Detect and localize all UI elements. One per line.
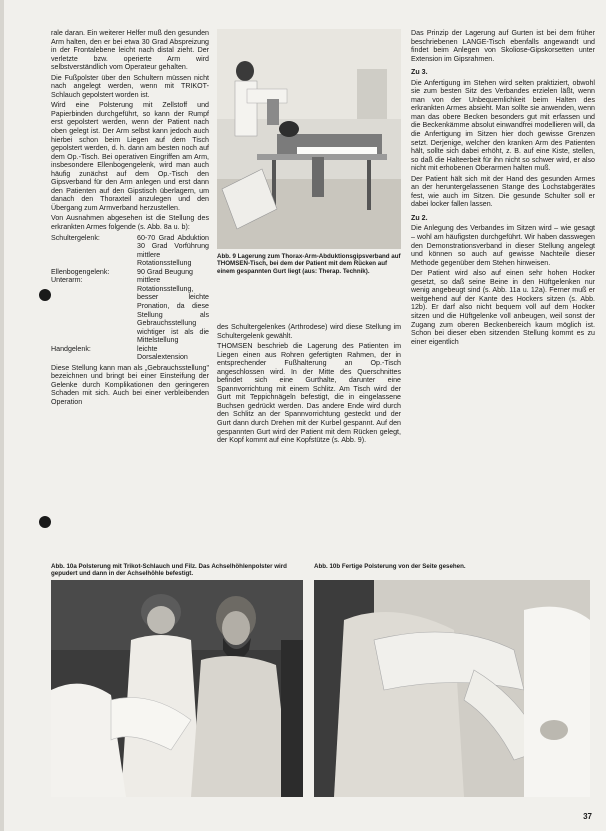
table-key: Ellenbogengelenk: [51,267,110,276]
table-value: mittlere Rotationsstellung, besser leichte Pronation, da diese Stellung als Gebrauchsstellung wichtiger ist als die Mittelstellung [137,276,209,345]
figure-10a-photo [51,580,303,797]
text-column-3 [411,29,595,348]
page-edge [0,0,4,831]
paragraph: rale daran. Ein weiterer Helfer muß den gesunden Arm halten, den er bei etwa 30 Grad Abspreizung in der Frontalebene leicht nach distal zieht. Der verletzte bzw. operierte Arm wird selbstverständlich vom Operateur gehalten. [51,29,209,72]
table-key: Schultergelenk: [51,233,100,242]
table-value: 60-70 Grad Abduktion 30 Grad Vorführung mittlere Rotationsstellung [137,233,209,268]
figure-10b-caption: Abb. 10b Fertige Polsterung von der Seite gesehen. [314,563,466,570]
punch-hole [39,289,51,301]
figure-10b-photo [314,580,590,797]
paragraph: Von Ausnahmen abgesehen ist die Stellung des erkrankten Armes folgende (s. Abb. 8a u. b): [51,214,209,232]
text-column-2 [217,323,401,447]
text-column-1 [51,29,209,409]
figure-9-photo [217,29,401,249]
figure-9-caption: Abb. 9 Lagerung zum Thorax-Arm-Abduktionsgipsverband auf THOMSEN-Tisch, bei dem der Patient mit dem Rücken auf einem gespannten Gurt liegt (aus: Therap. Technik). [217,253,401,275]
paragraph: Der Patient hält sich mit der Hand des gesunden Armes an der heruntergelassenen Stange des Lochstabgerätes fest, wie auch im Sitzen. Die gesunde Schulter soll er dabei locker fallen lassen. [411,174,595,209]
paragraph: Der Patient wird also auf einen sehr hohen Hocker gesetzt, so daß seine Beine in den Hüftgelenken nur wenig angebeugt sind (s. Abb. 11a u. 12a). Ferner muß er weitgehend auf der Kante des Hockers sitzen (s. Abb. 12b). Er darf also nicht bequem voll auf dem Hocker sitzen und die Hüftgelenke voll anbeugen, weil sonst der Zugang zum oberen Beckenbereich kaum möglich ist. Schon bei dieser eben sitzenden Stellung kommt es zu einer eigentlich [411,269,595,346]
paragraph: Diese Stellung kann man als „Gebrauchsstellung" bezeichnen und bringt bei einer Einsteifung der Gelenke durch Komplikationen den geringeren Schaden mit sich. Auch bei einer verbleibenden Operation [51,363,209,406]
paragraph: Die Fußpolster über den Schultern müssen nicht nach angelegt werden, wenn mit TRIKOT-Schlauch gepolstert worden ist. [51,73,209,99]
table-value: 90 Grad Beugung [137,267,194,276]
table-key: Unterarm: [51,276,83,285]
table-value: leichte Dorsalextension [137,344,188,362]
paragraph: THOMSEN beschrieb die Lagerung des Patienten im Liegen einen aus Rohren gefertigten Rahmen, der in entsprechender Fußhalterung an Op.-Tisch angeschlossen wird. In der Mitte des Querschnittes befindet sich eine Gurthalte, darunter eine Spannvorrichtung mit einem Schlitz. Am Tisch wird der Gurt mit Teppichnägeln befestigt, die in eingelassene Buchsen gedrückt werden. Das andere Ende wird durch den Schlitz an der Spannvorrichtung gesteckt und der Gurt dann durch Drehen mit der Kurbel gespannt. Auf den gespannten Gurt wird der Patient mit dem Rücken gelegt, der Kopf kommt auf eine Kopfstütze (s. Abb. 9). [217,342,401,445]
arm-position-table [51,234,209,362]
paragraph: des Schultergelenkes (Arthrodese) wird diese Stellung im Schultergelenk gewählt. [217,323,401,340]
figure-10a-caption: Abb. 10a Polsterung mit Trikot-Schlauch und Filz. Das Achselhöhlenpolster wird gepudert und dann in der Achselhöhle befestigt. [51,563,287,578]
paragraph: Das Prinzip der Lagerung auf Gurten ist bei dem früher beschriebenen LANGE-Tisch ebenfalls angewandt und findet beim Anlegen von Skoliose-Gipskorsetten unter Extension im Gipsrahmen. [411,29,595,63]
table-key: Handgelenk: [51,344,91,353]
page-number: 37 [583,812,592,821]
paragraph: Die Anlegung des Verbandes im Sitzen wird – wie gesagt – wohl am häufigsten durchgeführt. Wir haben dasswegen den Demonstrationsverband in dieser Stellung angelegt und können so auch auf gewisse Nachteile dieser Methode gegenüber dem Stehen hinweisen. [411,224,595,267]
section-heading: Zu 3. [411,68,428,77]
paragraph: Die Anfertigung im Stehen wird selten praktiziert, obwohl sie zum besten Sitz des Verbandes erzielen läßt, wenn man von der Unbequemlichkeit beim Halten des erkrankten Armes absieht. Man sollte sie anwenden, wenn man das obere Becken besonders gut mit erfassen und die Beckenkämme absolut einwandfrei modellieren will, da die Anfertigung im Sitzen hier doch gewisse Grenzen setzt. Derjenige, welcher den kranken Arm des Patienten hält, sollte sich dabei erhöht, z. B. auf eine Kiste, stellen, so daß die Halteerbeit für ihn nicht so schwer wird, er also nicht mit erhobenen Oberarmen halten muß. [411,78,595,173]
punch-hole [39,516,51,528]
section-heading: Zu 2. [411,213,428,222]
paragraph: Wird eine Polsterung mit Zellstoff und Papierbinden durchgeführt, so kann der Rumpf erst gepolstert werden, wenn der Patient nach oben gelegt ist. Der Arm selbst kann jedoch auch hierbei schon beim Liegen auf dem Tisch gepolstert werden, d. h. dann am besten noch auf dem Op.-Tisch. Bei operativen Eingriffen am Arm, insbesondere Ellenbogengelenk, wird man auch häufig zunächst auf dem Op.-Tisch den Gipsverband für den Arm anlegen und erst dann den Patienten auf den Gipstisch überlagern, um danach den Thoraxteil anzulegen und den Übergang zum Armverband herzustellen. [51,101,209,212]
